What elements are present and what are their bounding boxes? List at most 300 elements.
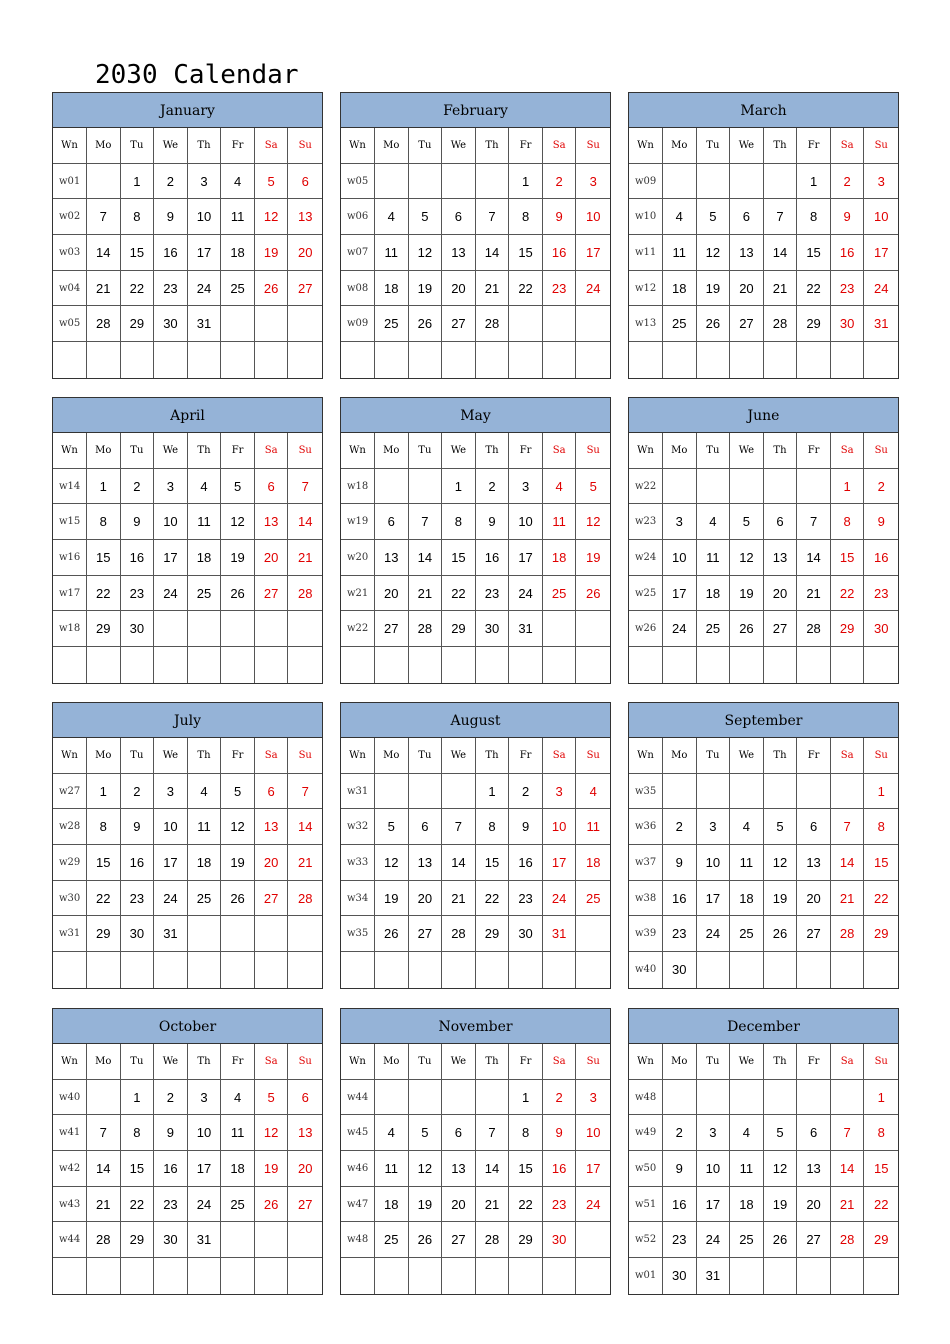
day-cell: 24 — [154, 576, 188, 612]
month-january — [52, 92, 323, 379]
week-number: w20 — [341, 540, 375, 576]
day-cell: 16 — [543, 235, 577, 271]
empty-cell — [543, 306, 577, 342]
day-cell: 29 — [87, 611, 121, 647]
empty-cell — [764, 164, 798, 200]
day-cell: 28 — [288, 881, 322, 917]
day-cell: 1 — [509, 1080, 543, 1116]
empty-cell — [697, 952, 731, 988]
empty-cell — [255, 952, 289, 988]
empty-cell — [442, 952, 476, 988]
day-cell: 15 — [509, 235, 543, 271]
weekday-label: Sa — [543, 128, 577, 164]
day-cell: 27 — [288, 271, 322, 307]
day-cell: 7 — [831, 809, 865, 845]
weekday-label: Su — [864, 433, 898, 469]
day-cell: 23 — [476, 576, 510, 612]
empty-cell — [288, 952, 322, 988]
week-number: w36 — [629, 809, 663, 845]
day-cell: 4 — [375, 199, 409, 235]
day-cell: 8 — [864, 809, 898, 845]
day-cell: 23 — [831, 271, 865, 307]
day-cell: 14 — [288, 809, 322, 845]
day-cell: 12 — [730, 540, 764, 576]
empty-cell — [476, 164, 510, 200]
day-cell: 20 — [288, 1151, 322, 1187]
week-number — [629, 342, 663, 378]
weekday-label: Mo — [663, 1044, 697, 1080]
day-cell: 9 — [663, 1151, 697, 1187]
empty-cell — [576, 1258, 610, 1294]
day-cell: 12 — [409, 1151, 443, 1187]
week-number: w03 — [53, 235, 87, 271]
day-cell: 31 — [543, 916, 577, 952]
day-cell: 15 — [476, 845, 510, 881]
day-cell: 4 — [375, 1115, 409, 1151]
day-cell: 28 — [87, 306, 121, 342]
day-cell: 16 — [121, 845, 155, 881]
day-cell: 26 — [764, 1222, 798, 1258]
week-number: w08 — [341, 271, 375, 307]
day-cell: 16 — [831, 235, 865, 271]
empty-cell — [288, 647, 322, 683]
weekday-label: Th — [476, 433, 510, 469]
day-cell: 19 — [255, 1151, 289, 1187]
weekday-label: Mo — [87, 738, 121, 774]
day-cell: 10 — [663, 540, 697, 576]
day-cell: 9 — [154, 199, 188, 235]
day-cell: 14 — [288, 504, 322, 540]
day-cell: 25 — [188, 881, 222, 917]
empty-cell — [442, 774, 476, 810]
week-number — [53, 647, 87, 683]
day-cell: 20 — [442, 271, 476, 307]
day-cell: 11 — [221, 1115, 255, 1151]
weekday-label: Tu — [409, 1044, 443, 1080]
day-cell: 16 — [509, 845, 543, 881]
empty-cell — [221, 647, 255, 683]
day-cell: 14 — [831, 845, 865, 881]
empty-cell — [375, 469, 409, 505]
week-number: w04 — [53, 271, 87, 307]
day-cell: 22 — [797, 271, 831, 307]
empty-cell — [255, 1258, 289, 1294]
day-cell: 29 — [509, 1222, 543, 1258]
day-cell: 1 — [509, 164, 543, 200]
weekday-label: Wn — [53, 738, 87, 774]
day-cell: 21 — [442, 881, 476, 917]
week-number: w44 — [341, 1080, 375, 1116]
day-cell: 11 — [576, 809, 610, 845]
weekday-label: We — [730, 433, 764, 469]
day-cell: 9 — [543, 199, 577, 235]
day-cell: 4 — [188, 774, 222, 810]
weekday-label: Sa — [831, 128, 865, 164]
empty-cell — [730, 774, 764, 810]
empty-cell — [375, 1080, 409, 1116]
day-cell: 26 — [764, 916, 798, 952]
day-cell: 20 — [409, 881, 443, 917]
day-cell: 25 — [576, 881, 610, 917]
day-cell: 10 — [576, 1115, 610, 1151]
day-cell: 2 — [663, 809, 697, 845]
day-cell: 6 — [288, 164, 322, 200]
empty-cell — [375, 1258, 409, 1294]
day-cell: 18 — [375, 1187, 409, 1223]
weekday-label: Sa — [255, 1044, 289, 1080]
day-cell: 24 — [864, 271, 898, 307]
day-cell: 2 — [476, 469, 510, 505]
week-number: w27 — [53, 774, 87, 810]
empty-cell — [442, 1080, 476, 1116]
day-cell: 3 — [188, 164, 222, 200]
day-cell: 24 — [576, 271, 610, 307]
empty-cell — [87, 952, 121, 988]
day-cell: 4 — [221, 1080, 255, 1116]
empty-cell — [221, 1222, 255, 1258]
week-number — [341, 342, 375, 378]
weekday-label: Mo — [663, 128, 697, 164]
day-cell: 30 — [864, 611, 898, 647]
weekday-label: Fr — [797, 128, 831, 164]
day-cell: 17 — [188, 235, 222, 271]
week-number: w18 — [341, 469, 375, 505]
day-cell: 1 — [121, 164, 155, 200]
day-cell: 28 — [476, 1222, 510, 1258]
day-cell: 24 — [188, 271, 222, 307]
month-march — [628, 92, 899, 379]
day-cell: 2 — [543, 164, 577, 200]
day-cell: 5 — [409, 1115, 443, 1151]
empty-cell — [663, 164, 697, 200]
weekday-label: Mo — [663, 738, 697, 774]
week-number: w35 — [629, 774, 663, 810]
empty-cell — [288, 611, 322, 647]
weekday-label: We — [730, 1044, 764, 1080]
day-cell: 16 — [663, 1187, 697, 1223]
day-cell: 5 — [221, 469, 255, 505]
day-cell: 26 — [730, 611, 764, 647]
day-cell: 8 — [121, 1115, 155, 1151]
day-cell: 20 — [375, 576, 409, 612]
empty-cell — [188, 916, 222, 952]
day-cell: 18 — [730, 881, 764, 917]
empty-cell — [442, 647, 476, 683]
empty-cell — [730, 1258, 764, 1294]
day-cell: 10 — [697, 1151, 731, 1187]
week-number: w22 — [629, 469, 663, 505]
day-cell: 2 — [121, 774, 155, 810]
empty-cell — [375, 342, 409, 378]
day-cell: 17 — [697, 1187, 731, 1223]
empty-cell — [543, 342, 577, 378]
week-number: w50 — [629, 1151, 663, 1187]
day-cell: 28 — [476, 306, 510, 342]
day-cell: 26 — [375, 916, 409, 952]
day-cell: 19 — [764, 881, 798, 917]
empty-cell — [409, 1080, 443, 1116]
day-cell: 5 — [730, 504, 764, 540]
week-number: w42 — [53, 1151, 87, 1187]
empty-cell — [188, 342, 222, 378]
day-cell: 5 — [255, 164, 289, 200]
weekday-label: Su — [576, 738, 610, 774]
day-cell: 8 — [121, 199, 155, 235]
weekday-label: Tu — [697, 1044, 731, 1080]
day-cell: 13 — [442, 235, 476, 271]
day-cell: 21 — [476, 1187, 510, 1223]
week-number: w40 — [53, 1080, 87, 1116]
weekday-label: Wn — [53, 433, 87, 469]
empty-cell — [87, 164, 121, 200]
week-number: w48 — [629, 1080, 663, 1116]
empty-cell — [797, 342, 831, 378]
empty-cell — [121, 342, 155, 378]
day-cell: 8 — [87, 504, 121, 540]
day-cell: 13 — [797, 1151, 831, 1187]
week-number: w06 — [341, 199, 375, 235]
month-name: April — [53, 398, 322, 433]
day-cell: 28 — [87, 1222, 121, 1258]
weekday-label: Wn — [629, 128, 663, 164]
weekday-label: Fr — [221, 738, 255, 774]
empty-cell — [375, 647, 409, 683]
empty-cell — [288, 1222, 322, 1258]
day-cell: 14 — [442, 845, 476, 881]
day-cell: 6 — [797, 1115, 831, 1151]
day-cell: 10 — [576, 199, 610, 235]
month-june — [628, 397, 899, 684]
day-cell: 18 — [221, 235, 255, 271]
day-cell: 29 — [442, 611, 476, 647]
month-name: September — [629, 703, 898, 738]
empty-cell — [764, 647, 798, 683]
day-cell: 1 — [864, 774, 898, 810]
empty-cell — [730, 952, 764, 988]
empty-cell — [697, 1080, 731, 1116]
day-cell: 16 — [663, 881, 697, 917]
day-cell: 2 — [121, 469, 155, 505]
day-cell: 9 — [663, 845, 697, 881]
empty-cell — [409, 469, 443, 505]
day-cell: 5 — [409, 199, 443, 235]
empty-cell — [221, 306, 255, 342]
day-cell: 12 — [409, 235, 443, 271]
weekday-label: Th — [476, 128, 510, 164]
day-cell: 8 — [442, 504, 476, 540]
empty-cell — [764, 1258, 798, 1294]
day-cell: 15 — [121, 235, 155, 271]
empty-cell — [509, 342, 543, 378]
weekday-label: Wn — [341, 433, 375, 469]
day-cell: 18 — [543, 540, 577, 576]
weekday-label: Mo — [375, 128, 409, 164]
day-cell: 9 — [831, 199, 865, 235]
day-cell: 8 — [509, 199, 543, 235]
day-cell: 21 — [831, 881, 865, 917]
page-title: 2030 Calendar — [95, 60, 299, 90]
week-number: w15 — [53, 504, 87, 540]
day-cell: 4 — [188, 469, 222, 505]
day-cell: 14 — [87, 1151, 121, 1187]
day-cell: 24 — [543, 881, 577, 917]
day-cell: 24 — [576, 1187, 610, 1223]
weekday-label: We — [154, 128, 188, 164]
weekday-label: Su — [288, 128, 322, 164]
day-cell: 27 — [255, 576, 289, 612]
day-cell: 31 — [188, 306, 222, 342]
day-cell: 22 — [121, 1187, 155, 1223]
day-cell: 30 — [509, 916, 543, 952]
day-cell: 22 — [509, 271, 543, 307]
weekday-label: We — [442, 738, 476, 774]
month-september — [628, 702, 899, 989]
empty-cell — [255, 1222, 289, 1258]
week-number: w02 — [53, 199, 87, 235]
day-cell: 12 — [697, 235, 731, 271]
weekday-label: Th — [764, 738, 798, 774]
day-cell: 11 — [188, 504, 222, 540]
weekday-label: We — [730, 738, 764, 774]
day-cell: 23 — [121, 881, 155, 917]
day-cell: 21 — [87, 271, 121, 307]
day-cell: 26 — [409, 306, 443, 342]
day-cell: 14 — [831, 1151, 865, 1187]
day-cell: 17 — [576, 1151, 610, 1187]
day-cell: 1 — [87, 774, 121, 810]
day-cell: 14 — [87, 235, 121, 271]
day-cell: 28 — [288, 576, 322, 612]
day-cell: 25 — [221, 1187, 255, 1223]
week-number: w46 — [341, 1151, 375, 1187]
empty-cell — [663, 1080, 697, 1116]
day-cell: 6 — [730, 199, 764, 235]
day-cell: 28 — [764, 306, 798, 342]
empty-cell — [797, 647, 831, 683]
day-cell: 18 — [576, 845, 610, 881]
week-number — [341, 952, 375, 988]
month-name: February — [341, 93, 610, 128]
day-cell: 29 — [476, 916, 510, 952]
empty-cell — [543, 952, 577, 988]
day-cell: 23 — [543, 1187, 577, 1223]
empty-cell — [864, 1258, 898, 1294]
day-cell: 12 — [255, 199, 289, 235]
day-cell: 11 — [663, 235, 697, 271]
empty-cell — [543, 1258, 577, 1294]
week-number: w35 — [341, 916, 375, 952]
day-cell: 16 — [543, 1151, 577, 1187]
empty-cell — [764, 1080, 798, 1116]
day-cell: 12 — [221, 504, 255, 540]
empty-cell — [188, 647, 222, 683]
empty-cell — [697, 774, 731, 810]
day-cell: 21 — [476, 271, 510, 307]
empty-cell — [864, 342, 898, 378]
day-cell: 13 — [409, 845, 443, 881]
week-number: w43 — [53, 1187, 87, 1223]
weekday-label: Su — [864, 1044, 898, 1080]
day-cell: 23 — [509, 881, 543, 917]
month-july — [52, 702, 323, 989]
day-cell: 21 — [288, 845, 322, 881]
day-cell: 22 — [476, 881, 510, 917]
weekday-label: Th — [188, 433, 222, 469]
day-cell: 2 — [864, 469, 898, 505]
week-number — [53, 1258, 87, 1294]
day-cell: 25 — [663, 306, 697, 342]
empty-cell — [87, 1080, 121, 1116]
weekday-label: We — [154, 1044, 188, 1080]
week-number: w11 — [629, 235, 663, 271]
day-cell: 14 — [764, 235, 798, 271]
day-cell: 2 — [509, 774, 543, 810]
week-number: w19 — [341, 504, 375, 540]
day-cell: 1 — [864, 1080, 898, 1116]
day-cell: 11 — [375, 1151, 409, 1187]
day-cell: 4 — [221, 164, 255, 200]
day-cell: 17 — [663, 576, 697, 612]
day-cell: 3 — [154, 774, 188, 810]
day-cell: 22 — [87, 881, 121, 917]
day-cell: 4 — [697, 504, 731, 540]
empty-cell — [255, 306, 289, 342]
day-cell: 19 — [409, 271, 443, 307]
day-cell: 9 — [543, 1115, 577, 1151]
day-cell: 30 — [663, 952, 697, 988]
day-cell: 29 — [831, 611, 865, 647]
empty-cell — [121, 1258, 155, 1294]
empty-cell — [543, 611, 577, 647]
day-cell: 11 — [188, 809, 222, 845]
month-name: August — [341, 703, 610, 738]
day-cell: 24 — [697, 916, 731, 952]
day-cell: 19 — [730, 576, 764, 612]
empty-cell — [409, 342, 443, 378]
week-number: w41 — [53, 1115, 87, 1151]
empty-cell — [221, 1258, 255, 1294]
day-cell: 4 — [543, 469, 577, 505]
day-cell: 3 — [663, 504, 697, 540]
weekday-label: Tu — [121, 128, 155, 164]
day-cell: 15 — [831, 540, 865, 576]
weekday-label: Mo — [375, 433, 409, 469]
day-cell: 13 — [288, 199, 322, 235]
day-cell: 31 — [509, 611, 543, 647]
week-number: w33 — [341, 845, 375, 881]
day-cell: 10 — [543, 809, 577, 845]
weekday-label: Tu — [697, 738, 731, 774]
weekday-label: Th — [764, 1044, 798, 1080]
weekday-label: Tu — [409, 128, 443, 164]
day-cell: 26 — [576, 576, 610, 612]
day-cell: 27 — [730, 306, 764, 342]
weekday-label: Sa — [255, 433, 289, 469]
day-cell: 23 — [663, 916, 697, 952]
day-cell: 21 — [764, 271, 798, 307]
empty-cell — [697, 342, 731, 378]
day-cell: 22 — [509, 1187, 543, 1223]
day-cell: 25 — [543, 576, 577, 612]
empty-cell — [221, 611, 255, 647]
empty-cell — [663, 774, 697, 810]
day-cell: 27 — [442, 1222, 476, 1258]
day-cell: 23 — [663, 1222, 697, 1258]
day-cell: 30 — [121, 611, 155, 647]
day-cell: 9 — [121, 504, 155, 540]
day-cell: 7 — [442, 809, 476, 845]
day-cell: 5 — [697, 199, 731, 235]
